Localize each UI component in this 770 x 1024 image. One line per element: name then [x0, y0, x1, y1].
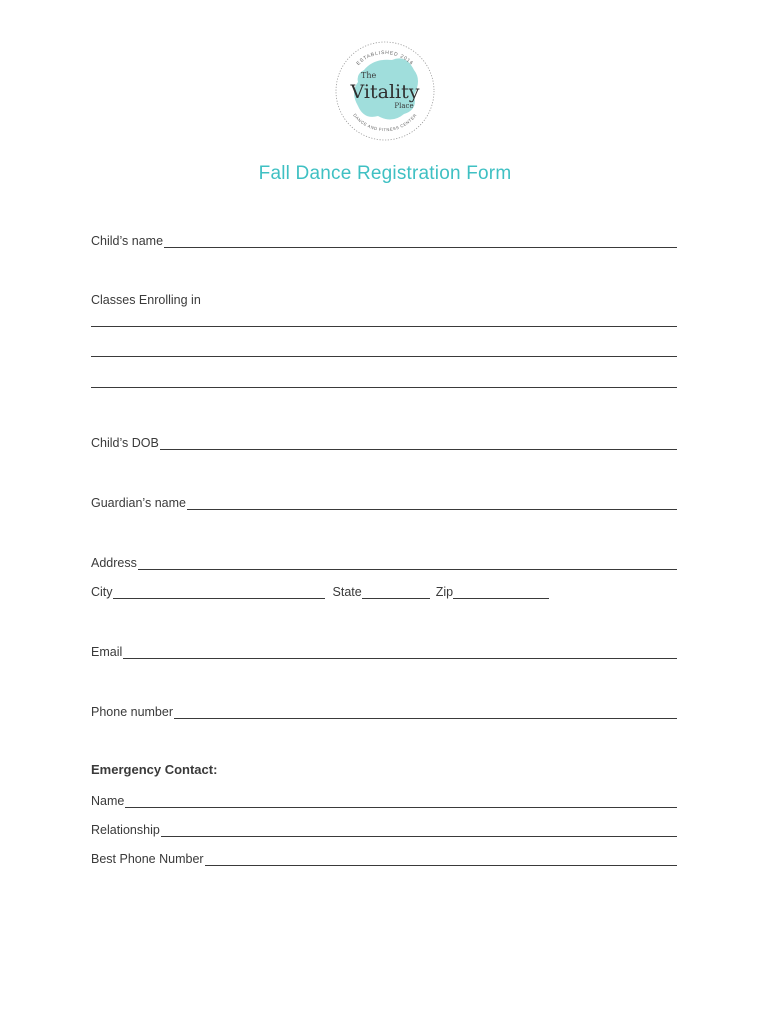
relationship-line[interactable]	[161, 824, 677, 837]
emergency-name-label: Name	[91, 794, 125, 808]
childs-name-field[interactable]	[91, 232, 677, 248]
best-phone-line[interactable]	[205, 853, 677, 866]
zip-field[interactable]	[436, 585, 549, 599]
phone-number-field[interactable]	[91, 703, 677, 719]
emergency-name-field[interactable]	[91, 792, 677, 808]
phone-number-label: Phone number	[91, 705, 174, 719]
guardians-name-line[interactable]	[187, 497, 677, 510]
address-line[interactable]	[138, 557, 677, 570]
logo-the-text: The	[361, 71, 377, 80]
city-state-zip-row	[91, 583, 549, 599]
emergency-contact-heading: Emergency Contact:	[91, 762, 218, 777]
zip-label: Zip	[435, 585, 454, 599]
state-field[interactable]	[333, 585, 430, 599]
emergency-name-line[interactable]	[125, 795, 677, 808]
address-field[interactable]	[91, 554, 677, 570]
guardians-name-field[interactable]	[91, 494, 677, 510]
guardians-name-label: Guardian’s name	[91, 496, 186, 510]
vitality-place-logo	[334, 40, 436, 142]
childs-name-label: Child’s name	[91, 234, 164, 248]
zip-line[interactable]	[453, 586, 549, 599]
logo-ring-top-text: ESTABLISHED 2016	[355, 49, 415, 67]
email-field[interactable]	[91, 643, 677, 659]
classes-line-3[interactable]	[91, 387, 677, 388]
classes-line-1[interactable]	[91, 326, 677, 327]
city-field[interactable]	[91, 585, 325, 599]
childs-dob-field[interactable]	[91, 434, 677, 450]
best-phone-field[interactable]	[91, 850, 677, 866]
logo-place-text: Place	[394, 102, 414, 110]
state-line[interactable]	[362, 586, 430, 599]
childs-dob-label: Child’s DOB	[91, 436, 159, 450]
best-phone-label: Best Phone Number	[91, 852, 204, 866]
email-label: Email	[91, 645, 123, 659]
childs-dob-line[interactable]	[160, 437, 677, 450]
email-line[interactable]	[123, 646, 677, 659]
city-label: City	[91, 585, 113, 599]
form-title: Fall Dance Registration Form	[258, 163, 512, 184]
relationship-field[interactable]	[91, 821, 677, 837]
logo-vitality-text: Vitality	[350, 81, 420, 103]
phone-number-line[interactable]	[174, 706, 677, 719]
city-line[interactable]	[113, 586, 325, 599]
logo-ring-bottom-text: DANCE AND FITNESS CENTER	[352, 112, 418, 133]
childs-name-line[interactable]	[164, 235, 677, 248]
state-label: State	[332, 585, 362, 599]
relationship-label: Relationship	[91, 823, 160, 837]
classes-line-2[interactable]	[91, 356, 677, 357]
address-label: Address	[91, 556, 137, 570]
classes-enrolling-label: Classes Enrolling in	[91, 293, 201, 307]
